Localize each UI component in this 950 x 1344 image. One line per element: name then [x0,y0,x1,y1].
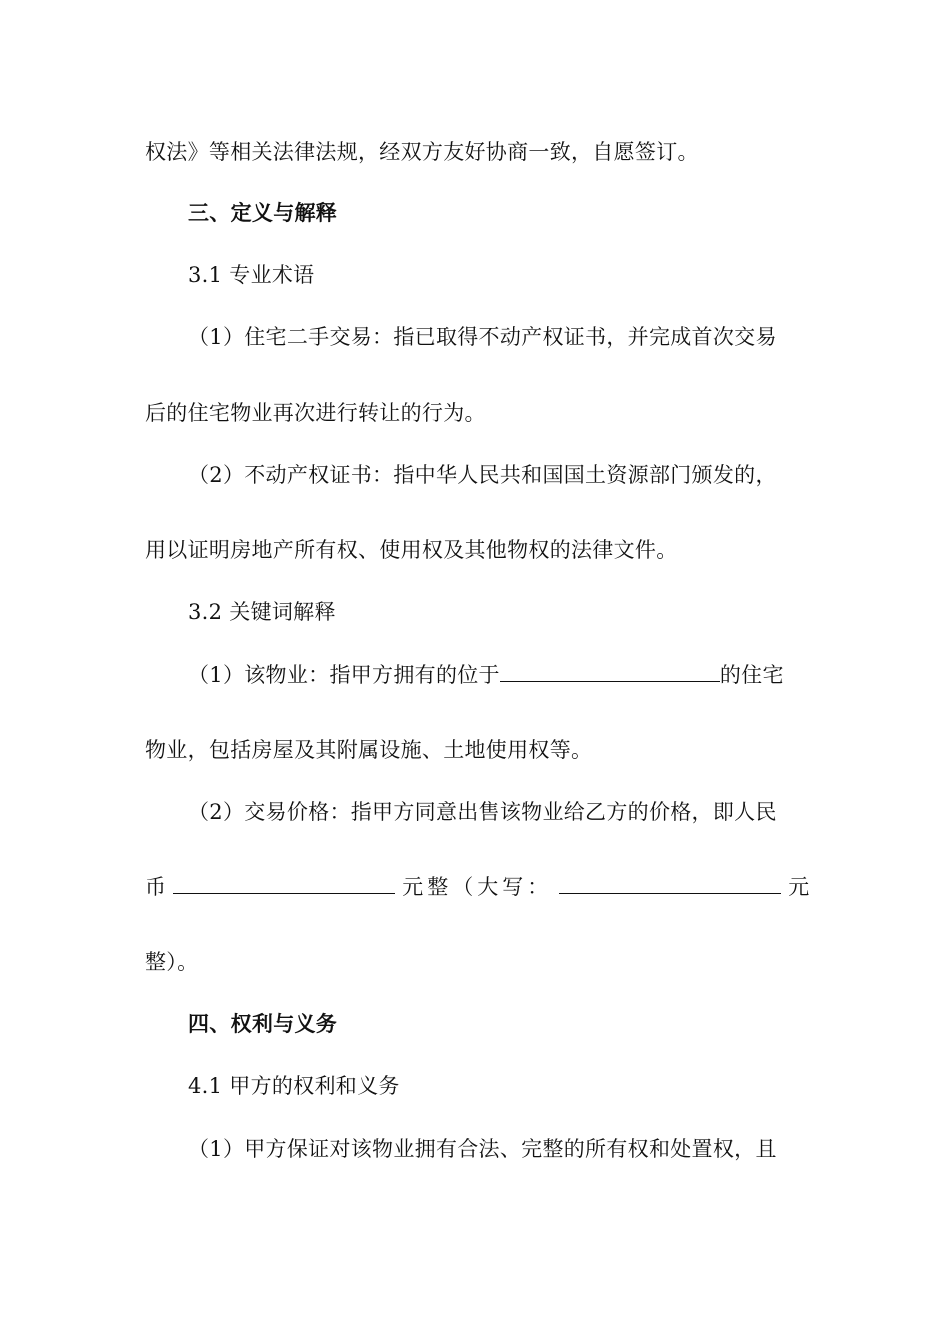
paragraph-line: 用以证明房地产所有权、使用权及其他物权的法律文件。 [145,538,678,562]
fill-in-blank-price[interactable] [173,873,395,894]
text-segment: 的住宅 [719,663,784,687]
text-segment: 币 [145,875,167,899]
paragraph-line: 物业，包括房屋及其附属设施、土地使用权等。 [145,738,593,762]
subsection-heading-3-2: 3.2 关键词解释 [188,600,336,624]
text-segment: 元 [788,875,810,899]
paragraph-line [188,660,808,690]
paragraph-line: 权法》等相关法律法规，经双方友好协商一致，自愿签订。 [145,140,699,164]
fill-in-blank-address[interactable] [500,661,720,682]
paragraph-line: （2）交易价格：指甲方同意出售该物业给乙方的价格，即人民 [188,800,777,824]
subsection-heading-3-1: 3.1 专业术语 [188,263,315,287]
paragraph-line: （2）不动产权证书：指中华人民共和国国土资源部门颁发的， [188,463,777,487]
section-heading-3: 三、定义与解释 [188,200,338,225]
paragraph-line: （1）住宅二手交易：指已取得不动产权证书，并完成首次交易 [188,325,777,349]
fill-in-blank-price-uppercase[interactable] [559,873,781,894]
subsection-heading-4-1: 4.1 甲方的权利和义务 [188,1074,400,1098]
paragraph-line [145,872,810,902]
text-segment: 元整（大写： [402,875,553,899]
section-heading-4: 四、权利与义务 [188,1011,338,1036]
paragraph-line: 后的住宅物业再次进行转让的行为。 [145,401,486,425]
paragraph-line: （1）甲方保证对该物业拥有合法、完整的所有权和处置权，且 [188,1137,777,1161]
paragraph-line: 整）。 [145,950,199,974]
text-segment: （1）该物业：指甲方拥有的位于 [188,663,500,687]
